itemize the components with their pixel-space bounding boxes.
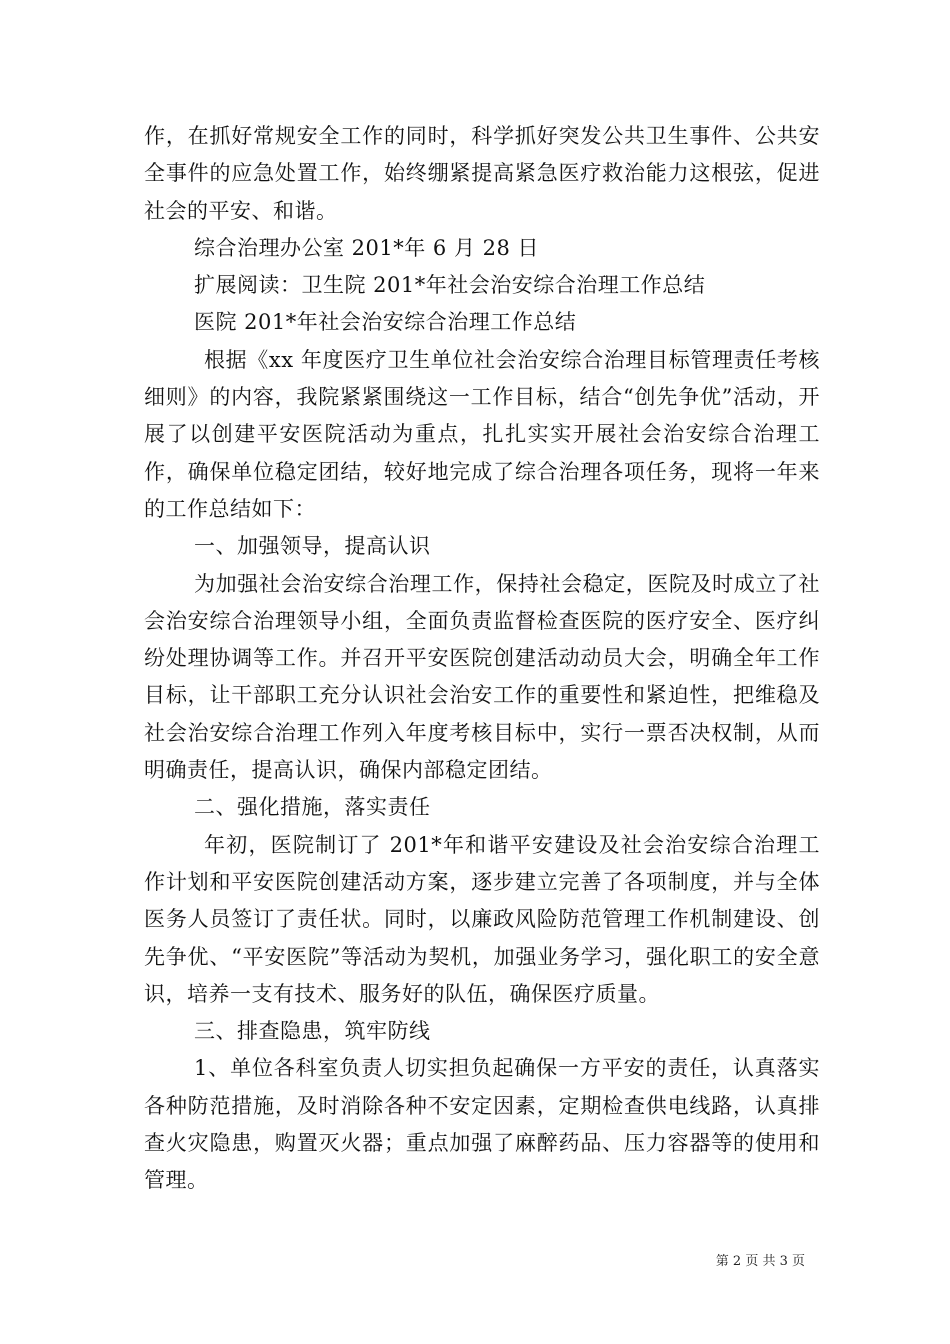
section-heading-2: 二、强化措施，落实责任	[194, 795, 431, 820]
paragraph-section-1: 为加强社会治安综合治理工作，保持社会稳定，医院及时成立了社会治安综合治理领导小组，全面负责监督检查医院的医疗安全、医疗纠纷处理协调等工作。并召开平安医院创建活动动员大会，明确全年工作目标，让干部职工充分认识社会治安工作的重要性和紧迫性，把维稳及社会治安综合治理工作列入年度考核目标中，实行一票否决权制，从而明确责任，提高认识，确保内部稳定团结。	[144, 571, 820, 783]
section-heading-3: 三、排查隐患，筑牢防线	[194, 1019, 431, 1044]
office-date-line: 综合治理办公室 201*年 6 月 28 日	[194, 235, 540, 260]
section-heading-1: 一、加强领导，提高认识	[194, 534, 431, 559]
paragraph-section-3-item-1: 1、单位各科室负责人切实担负起确保一方平安的责任，认真落实各种防范措施，及时消除各种不安定因素，定期检查供电线路，认真排查火灾隐患，购置灭火器；重点加强了麻醉药品、压力容器等的使用和管理。	[144, 1056, 820, 1193]
paragraph-section-2: 年初，医院制订了 201*年和谐平安建设及社会治安综合治理工作计划和平安医院创建活动方案，逐步建立完善了各项制度，并与全体医务人员签订了责任状。同时，以廉政风险防范管理工作机制建设、创先争优、“平安医院”等活动为契机，加强业务学习，强化职工的安全意识，培养一支有技术、服务好的队伍，确保医疗质量。	[144, 832, 820, 1006]
document-body	[144, 118, 820, 1200]
extended-reading-line: 扩展阅读：卫生院 201*年社会治安综合治理工作总结	[194, 273, 706, 298]
paragraph-continuation: 作，在抓好常规安全工作的同时，科学抓好突发公共卫生事件、公共安全事件的应急处置工作，始终绷紧提高紧急医疗救治能力这根弦，促进社会的平安、和谐。	[144, 124, 820, 223]
summary-title: 医院 201*年社会治安综合治理工作总结	[194, 310, 577, 335]
paragraph-intro: 根据《xx 年度医疗卫生单位社会治安综合治理目标管理责任考核细则》的内容，我院紧紧围绕这一工作目标，结合“创先争优”活动，开展了以创建平安医院活动为重点，扎扎实实开展社会治安综合治理工作，确保单位稳定团结，较好地完成了综合治理各项任务，现将一年来的工作总结如下：	[144, 347, 820, 521]
page-number: 第 2 页 共 3 页	[715, 1254, 805, 1269]
